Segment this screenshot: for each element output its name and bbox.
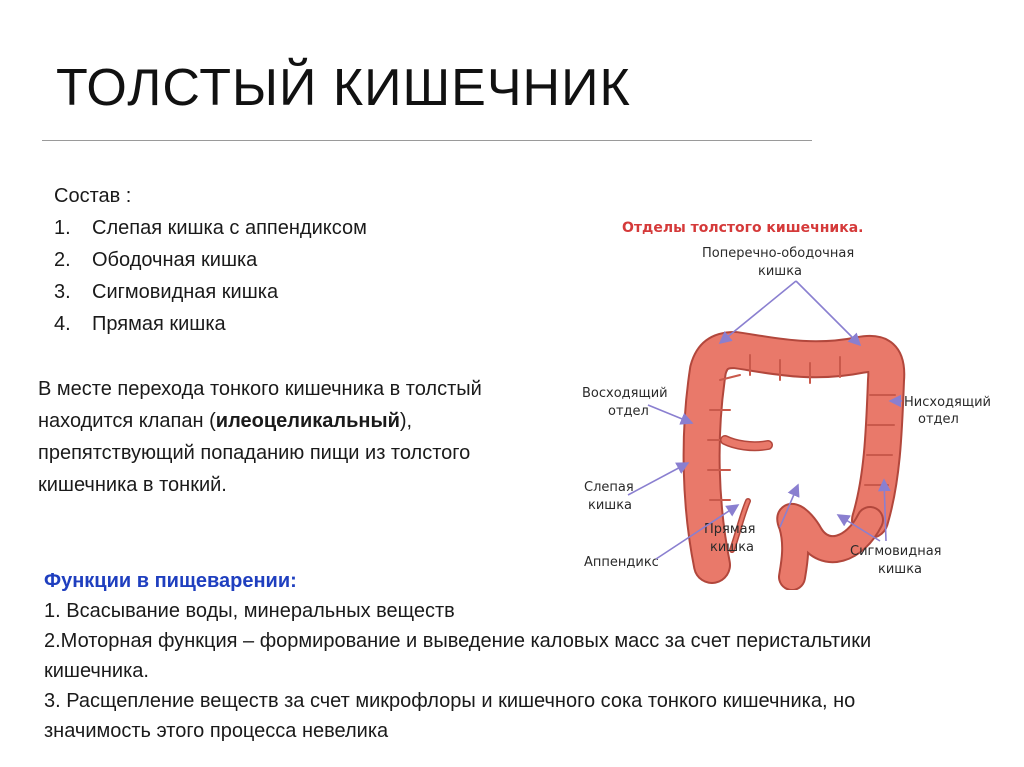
composition-heading: Состав : [54,185,132,207]
list-item-text: Сигмовидная кишка [92,281,279,303]
list-item [54,276,367,308]
valve-paragraph [38,373,538,501]
label-rectum: Прямая [704,522,756,537]
page-title: ТОЛСТЫЙ КИШЕЧНИК [56,59,631,117]
valve-text-after: ), препятствующий попаданию пищи из толстого кишечника в тонкий. [38,410,471,496]
composition-section [54,180,367,340]
label-sigmoid-2: кишка [878,562,923,577]
figure-title: Отделы толстого кишечника. [622,220,864,236]
label-descending: Нисходящий [904,395,991,410]
list-item-number: 4. [54,313,71,335]
list-item [54,244,367,276]
valve-name: илеоцеликальный [215,410,400,432]
label-appendix: Аппендикс [584,555,659,570]
arrow-transverse-left [720,281,796,343]
composition-list [54,212,367,340]
list-item-number: 2. [54,249,71,271]
list-item-text: Прямая кишка [92,313,226,335]
function-item: 3. Расщепление веществ за счет микрофлоры и кишечного сока тонкого кишечника, но значимость этого процесса невелика [44,690,856,742]
label-cecum-2: кишка [588,498,633,513]
list-item [54,212,367,244]
valve-text-before: В месте перехода тонкого кишечника в толстый находится клапан ( [38,378,482,432]
title-divider [42,140,812,141]
functions-section [44,566,944,746]
list-item-text: Ободочная кишка [92,249,258,271]
list-item [54,308,367,340]
label-transverse: Поперечно-ободочная [702,246,855,261]
label-sigmoid: Сигмовидная [850,544,942,559]
arrow-transverse-right [796,281,860,345]
label-ascending: Восходящий [582,386,668,401]
label-cecum: Слепая [584,480,634,495]
function-item: 2.Моторная функция – формирование и выведение каловых масс за счет перистальтики кишечника. [44,630,872,682]
label-transverse-2: кишка [758,264,803,279]
functions-heading: Функции в пищеварении: [44,570,297,592]
list-item-text: Слепая кишка с аппендиксом [92,217,367,239]
arrow-cecum [628,463,688,495]
label-ascending-2: отдел [608,404,649,419]
label-descending-2: отдел [918,412,959,427]
colon-diagram [570,205,1010,590]
list-item-number: 1. [54,217,71,239]
function-item: 1. Всасывание воды, минеральных веществ [44,600,455,622]
label-rectum-2: кишка [710,540,755,555]
colon-diagram-svg [570,205,1010,590]
list-item-number: 3. [54,281,71,303]
